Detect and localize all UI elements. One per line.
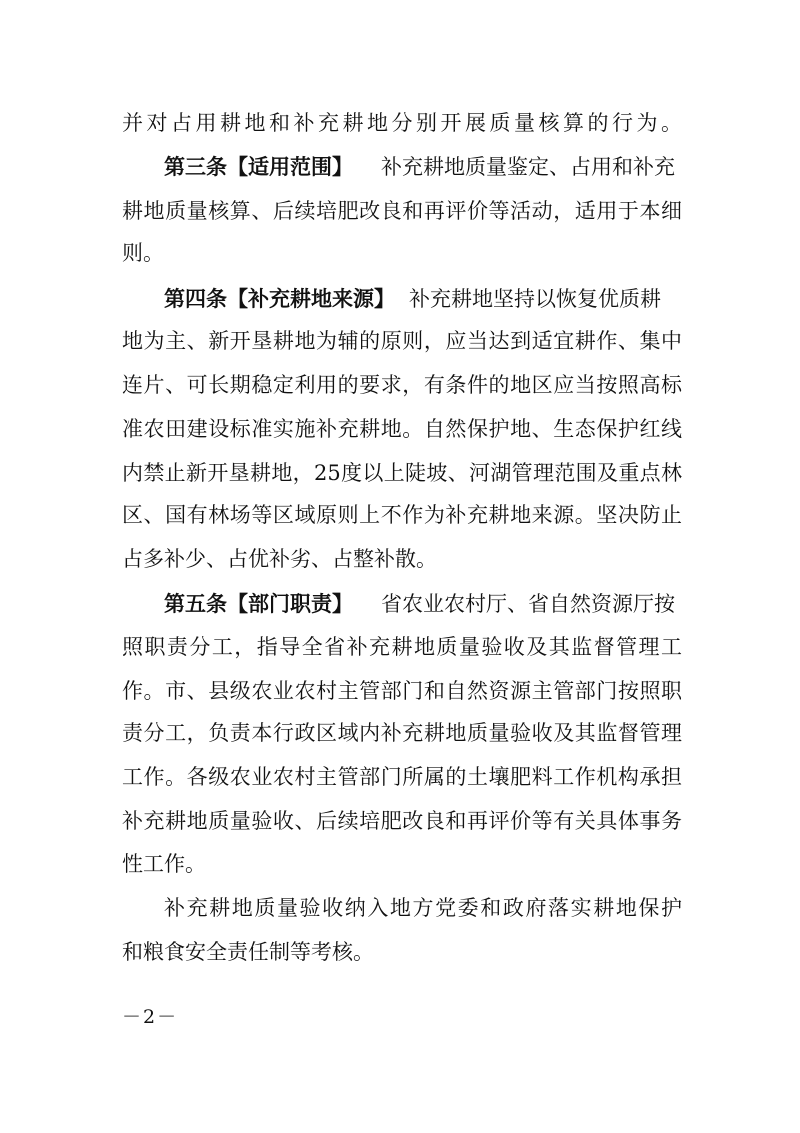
text-line: 地为主、新开垦耕地为辅的原则，应当达到适宜耕作、集中 — [122, 329, 682, 353]
article-5-text: 省农业农村厅、省自然资源厅按 — [381, 592, 675, 616]
text-line: 补充耕地质量验收纳入地方党委和政府落实耕地保护 — [164, 896, 682, 920]
text-line: 内禁止新开垦耕地，25度以上陡坡、河湖管理范围及重点林 — [122, 461, 682, 485]
article-4-heading: 第四条【补充耕地来源】 — [164, 287, 395, 311]
text-line: 性工作。 — [122, 852, 206, 876]
article-3-heading: 第三条【适用范围】 — [164, 155, 353, 179]
text-line: 区、国有林场等区域原则上不作为补充耕地来源。坚决防止 — [122, 503, 682, 527]
text-line: 并对占用耕地和补充耕地分别开展质量核算的行为。 — [122, 111, 682, 135]
text-line: 照职责分工，指导全省补充耕地质量验收及其监督管理工 — [122, 635, 682, 659]
article-5-heading: 第五条【部门职责】 — [164, 592, 353, 616]
text-line: 工作。各级农业农村主管部门所属的土壤肥料工作机构承担 — [122, 765, 682, 789]
text-line: 耕地质量核算、后续培肥改良和再评价等活动，适用于本细 — [122, 199, 682, 223]
text-line: 和粮食安全责任制等考核。 — [122, 940, 374, 964]
text-line: 连片、可长期稳定利用的要求，有条件的地区应当按照高标 — [122, 373, 682, 397]
text-line: 补充耕地质量验收、后续培肥改良和再评价等有关具体事务 — [122, 809, 682, 833]
page-number: －2－ — [122, 1006, 179, 1028]
article-4-text: 补充耕地坚持以恢复优质耕 — [409, 287, 661, 311]
text-line: 责分工，负责本行政区域内补充耕地质量验收及其监督管理 — [122, 721, 682, 745]
text-line: 则。 — [122, 241, 164, 265]
text-line: 作。市、县级农业农村主管部门和自然资源主管部门按照职 — [122, 679, 682, 703]
article-4-line-1 — [164, 289, 661, 310]
article-3-line-1 — [164, 157, 675, 178]
article-3-text: 补充耕地质量鉴定、占用和补充 — [381, 155, 675, 179]
text-line: 占多补少、占优补劣、占整补散。 — [122, 547, 437, 571]
text-line: 准农田建设标准实施补充耕地。自然保护地、生态保护红线 — [122, 417, 682, 441]
article-5-line-1 — [164, 594, 675, 615]
